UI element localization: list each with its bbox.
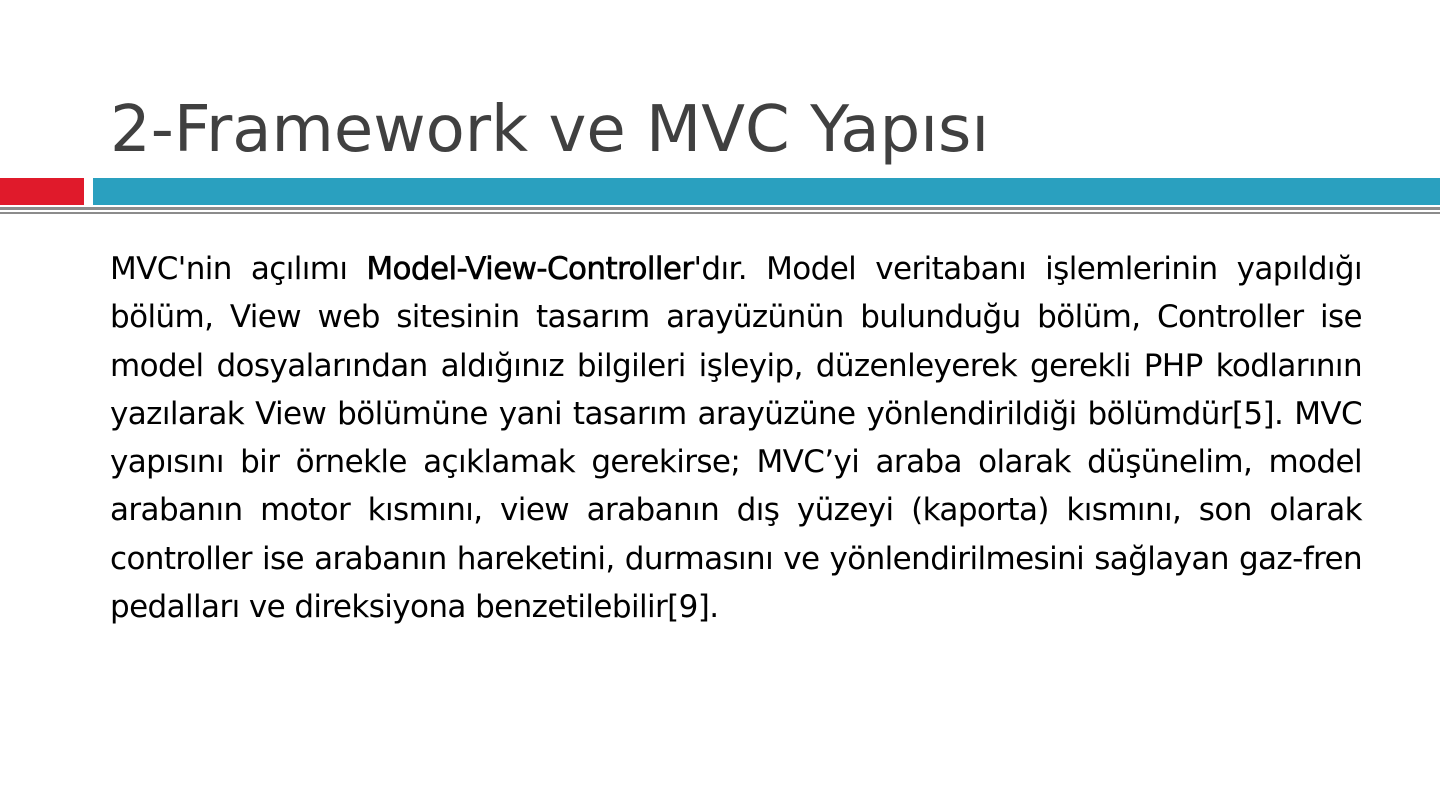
accent-bar	[0, 178, 84, 205]
body-paragraph	[110, 245, 1362, 631]
divider-line-top	[0, 207, 1440, 210]
slide-title: 2-Framework ve MVC Yapısı	[110, 93, 990, 167]
paragraph-term: Model-View-Controller	[366, 251, 694, 287]
divider-line-bottom	[0, 212, 1440, 214]
paragraph-intro: MVC'nin açılımı	[110, 251, 367, 287]
title-band	[93, 178, 1440, 205]
paragraph-rest: 'dır. Model veritabanı işlemlerinin yapıldığı bölüm, View web sitesinin tasarım arayüzünün bulunduğu bölüm, Controller ise model dosyalarından aldığınız bilgileri işleyip, düzenleyerek gerekli PHP kodlarının yazılarak View bölümüne yani tasarım arayüzüne yönlendirildiği bölümdür[5]. MVC yapısını bir örnekle açıklamak gerekirse; MVC’yi araba olarak düşünelim, model arabanın motor kısmını, view arabanın dış yüzeyi (kaporta) kısmını, son olarak controller ise arabanın hareketini, durmasını ve yönlendirilmesini sağlayan gaz-fren pedalları ve direksiyona benzetilebilir[9].	[110, 251, 1362, 626]
